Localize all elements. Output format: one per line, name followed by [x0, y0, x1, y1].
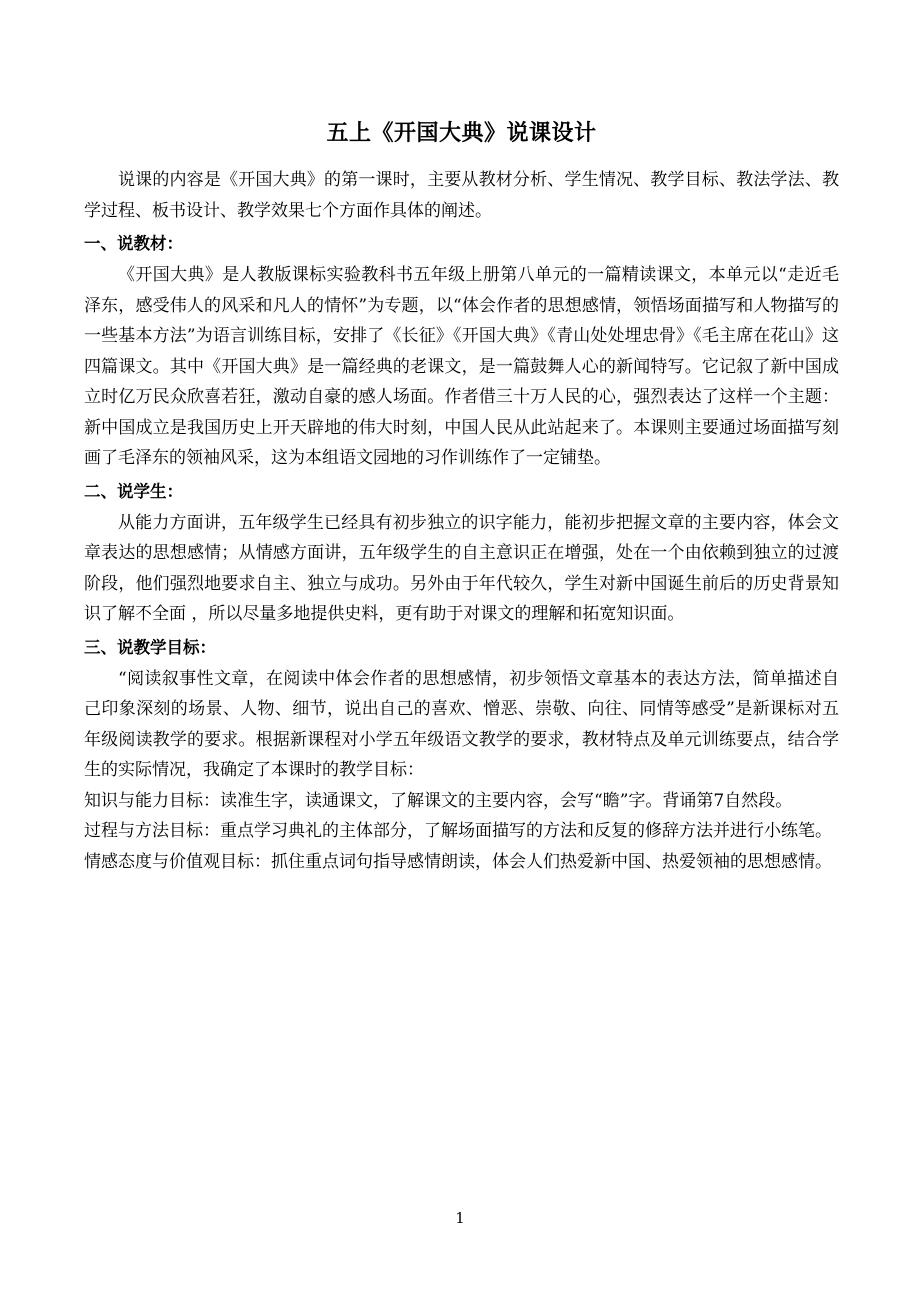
section-heading-textbook: 一、说教材： — [84, 234, 183, 253]
intro-paragraph: 说课的内容是《开国大典》的第一课时，主要从教材分析、学生情况、教学目标、教法学法、教学过程、板书设计、教学效果七个方面作具体的阐述。 — [84, 170, 839, 221]
document-body — [84, 117, 839, 877]
section-heading-objectives: 三、说教学目标： — [84, 637, 216, 657]
objective-knowledge-ability: 知识与能力目标：读准生字，读通课文，了解课文的主要内容，会写“瞻”字。背诵第7自然段。 — [84, 790, 793, 811]
section-paragraph-students: 从能力方面讲，五年级学生已经具有初步独立的识字能力，能初步把握文章的主要内容，体会文章表达的思想感情；从情感方面讲，五年级学生的自主意识正在增强，处在一个由依赖到独立的过渡阶段，他们强烈地要求自主、独立与成功。另外由于年代较久，学生对新中国诞生前后的历史背景知识了解不全面 ，所以尽量多地提供史料，更有助于对课文的理解和拓宽知识面。 — [84, 512, 839, 624]
section-paragraph-objectives: “阅读叙事性文章，在阅读中体会作者的思想感情，初步领悟文章基本的表达方法，简单描述自己印象深刻的场景、人物、细节，说出自己的喜欢、憎恶、崇敬、向往、同情等感受”是新课标对五年级阅读教学的要求。根据新课程对小学五年级语文教学的要求，教材特点及单元训练要点，结合学生的实际情况，我确定了本课时的教学目标： — [84, 668, 839, 780]
objective-emotion-values: 情感态度与价值观目标：抓住重点词句指导感情朗读，体会人们热爱新中国、热爱领袖的思想感情。 — [84, 851, 832, 872]
section-paragraph-textbook: 《开国大典》是人教版课标实验教科书五年级上册第八单元的一篇精读课文，本单元以“走近毛泽东，感受伟人的风采和凡人的情怀”为专题，以“体会作者的思想感情，领悟场面描写和人物描写的一些基本方法”为语言训练目标，安排了《长征》《开国大典》《青山处处埋忠骨》《毛主席在花山》这四篇课文。其中《开国大典》是一篇经典的老课文，是一篇鼓舞人心的新闻特写。它记叙了新中国成立时亿万民众欣喜若狂，激动自豪的感人场面。作者借三十万人民的心，强烈表达了这样一个主题：新中国成立是我国历史上开天辟地的伟大时刻，中国人民从此站起来了。本课则主要通过场面描写刻画了毛泽东的领袖风采，这为本组语文园地的习作训练作了一定铺垫。 — [84, 265, 839, 468]
section-heading-students: 二、说学生： — [84, 481, 183, 501]
objective-process-method: 过程与方法目标：重点学习典礼的主体部分，了解场面描写的方法和反复的修辞方法并进行小练笔。 — [84, 821, 832, 841]
page-number: 1 — [455, 1209, 465, 1227]
document-title: 五上《开国大典》说课设计 — [326, 121, 597, 146]
